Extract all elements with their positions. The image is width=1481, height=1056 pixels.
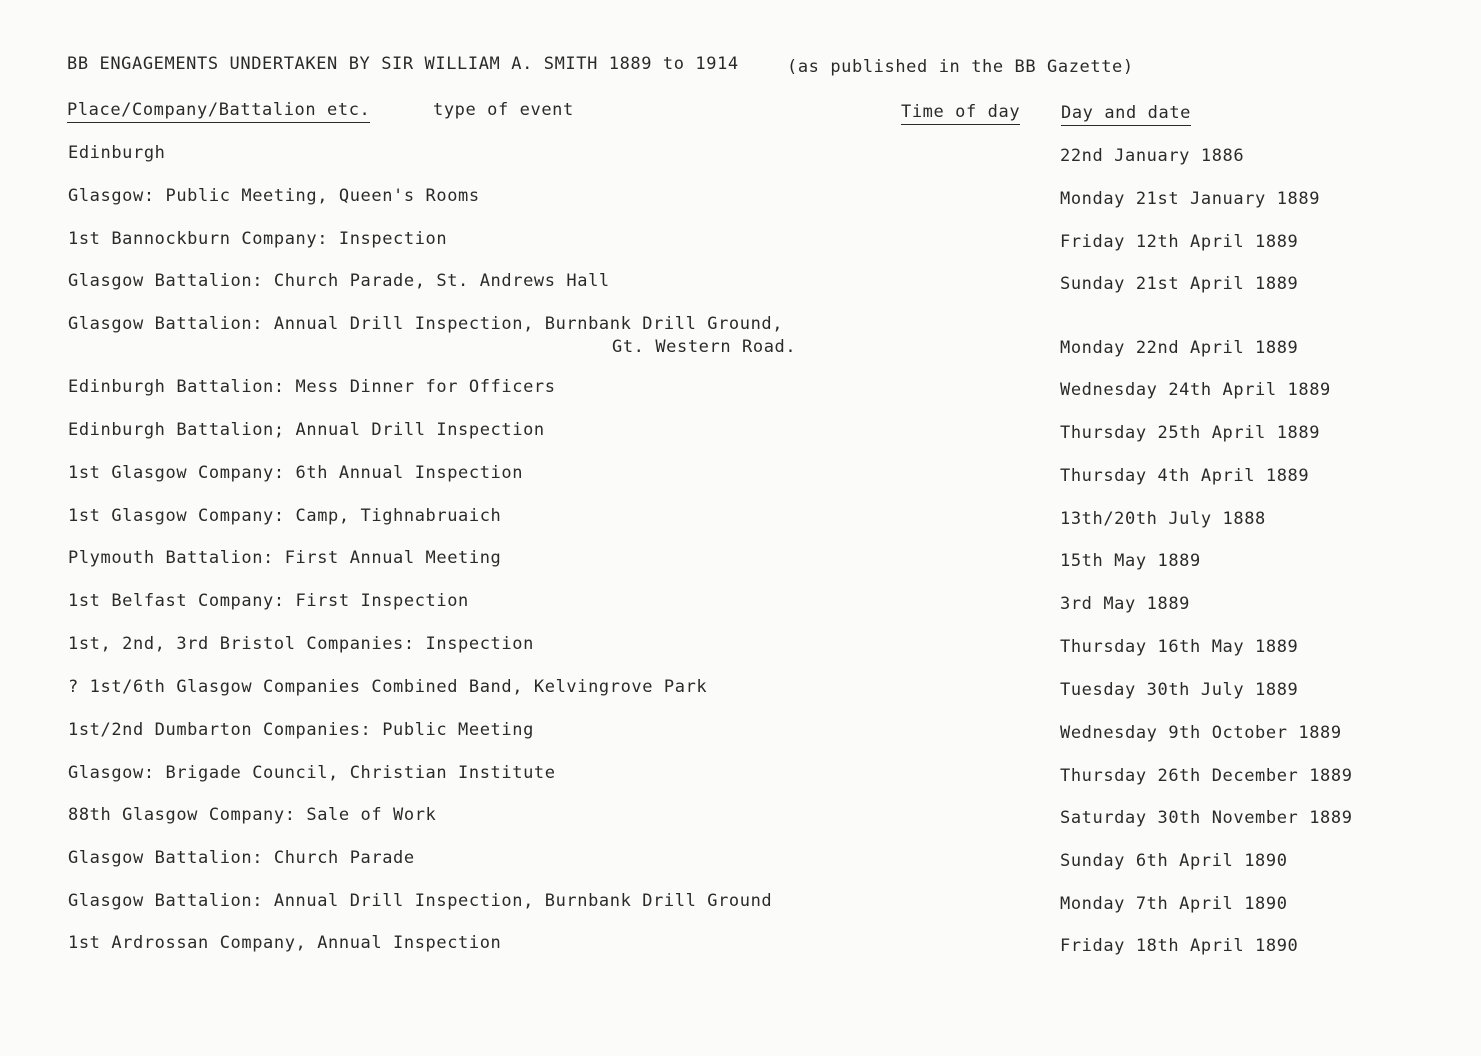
row-place: Glasgow Battalion: Annual Drill Inspection, Burnbank Drill Ground,	[68, 314, 784, 334]
row-date: Monday 21st January 1889	[1060, 189, 1321, 209]
row-date: Wednesday 24th April 1889	[1060, 380, 1331, 400]
row-place: Plymouth Battalion: First Annual Meeting	[68, 548, 502, 568]
row-date: 13th/20th July 1888	[1060, 509, 1266, 529]
row-place: 88th Glasgow Company: Sale of Work	[68, 805, 437, 825]
column-header-time: Time of day	[901, 102, 1020, 125]
document-subtitle: (as published in the BB Gazette)	[787, 57, 1134, 77]
row-place: Glasgow Battalion: Annual Drill Inspection, Burnbank Drill Ground	[68, 891, 773, 911]
row-place: 1st, 2nd, 3rd Bristol Companies: Inspection	[68, 634, 534, 654]
row-date: Wednesday 9th October 1889	[1060, 723, 1342, 743]
row-date: 15th May 1889	[1060, 551, 1201, 571]
row-place: Edinburgh	[68, 143, 166, 163]
row-place: 1st Belfast Company: First Inspection	[68, 591, 469, 611]
row-date: Thursday 25th April 1889	[1060, 423, 1321, 443]
row-place-continuation: Gt. Western Road.	[612, 337, 797, 357]
row-place: 1st Glasgow Company: 6th Annual Inspection	[68, 463, 524, 483]
row-place: 1st Bannockburn Company: Inspection	[68, 229, 448, 249]
row-place: Edinburgh Battalion; Annual Drill Inspection	[68, 420, 545, 440]
document-title: BB ENGAGEMENTS UNDERTAKEN BY SIR WILLIAM A. SMITH 1889 to 1914	[67, 54, 739, 74]
row-date: Thursday 26th December 1889	[1060, 766, 1353, 786]
row-place: 1st Glasgow Company: Camp, Tighnabruaich	[68, 506, 502, 526]
row-place: 1st/2nd Dumbarton Companies: Public Meeting	[68, 720, 534, 740]
row-date: Tuesday 30th July 1889	[1060, 680, 1299, 700]
row-place: Glasgow Battalion: Church Parade, St. Andrews Hall	[68, 271, 610, 291]
row-place: Glasgow: Brigade Council, Christian Institute	[68, 763, 556, 783]
row-date: 22nd January 1886	[1060, 146, 1245, 166]
row-date: Thursday 4th April 1889	[1060, 466, 1310, 486]
row-place: ? 1st/6th Glasgow Companies Combined Band, Kelvingrove Park	[68, 677, 708, 697]
row-date: Saturday 30th November 1889	[1060, 808, 1353, 828]
row-place: Glasgow Battalion: Church Parade	[68, 848, 415, 868]
column-header-place: Place/Company/Battalion etc.	[67, 100, 370, 123]
row-place: 1st Ardrossan Company, Annual Inspection	[68, 933, 502, 953]
row-date: 3rd May 1889	[1060, 594, 1191, 614]
column-header-date: Day and date	[1061, 103, 1191, 126]
row-date: Sunday 21st April 1889	[1060, 274, 1299, 294]
row-date: Friday 12th April 1889	[1060, 232, 1299, 252]
row-date: Friday 18th April 1890	[1060, 936, 1299, 956]
row-date: Monday 7th April 1890	[1060, 894, 1288, 914]
row-place: Glasgow: Public Meeting, Queen's Rooms	[68, 186, 480, 206]
row-place: Edinburgh Battalion: Mess Dinner for Officers	[68, 377, 556, 397]
row-date: Sunday 6th April 1890	[1060, 851, 1288, 871]
row-date: Monday 22nd April 1889	[1060, 338, 1299, 358]
row-date: Thursday 16th May 1889	[1060, 637, 1299, 657]
column-header-type: type of event	[433, 100, 574, 120]
